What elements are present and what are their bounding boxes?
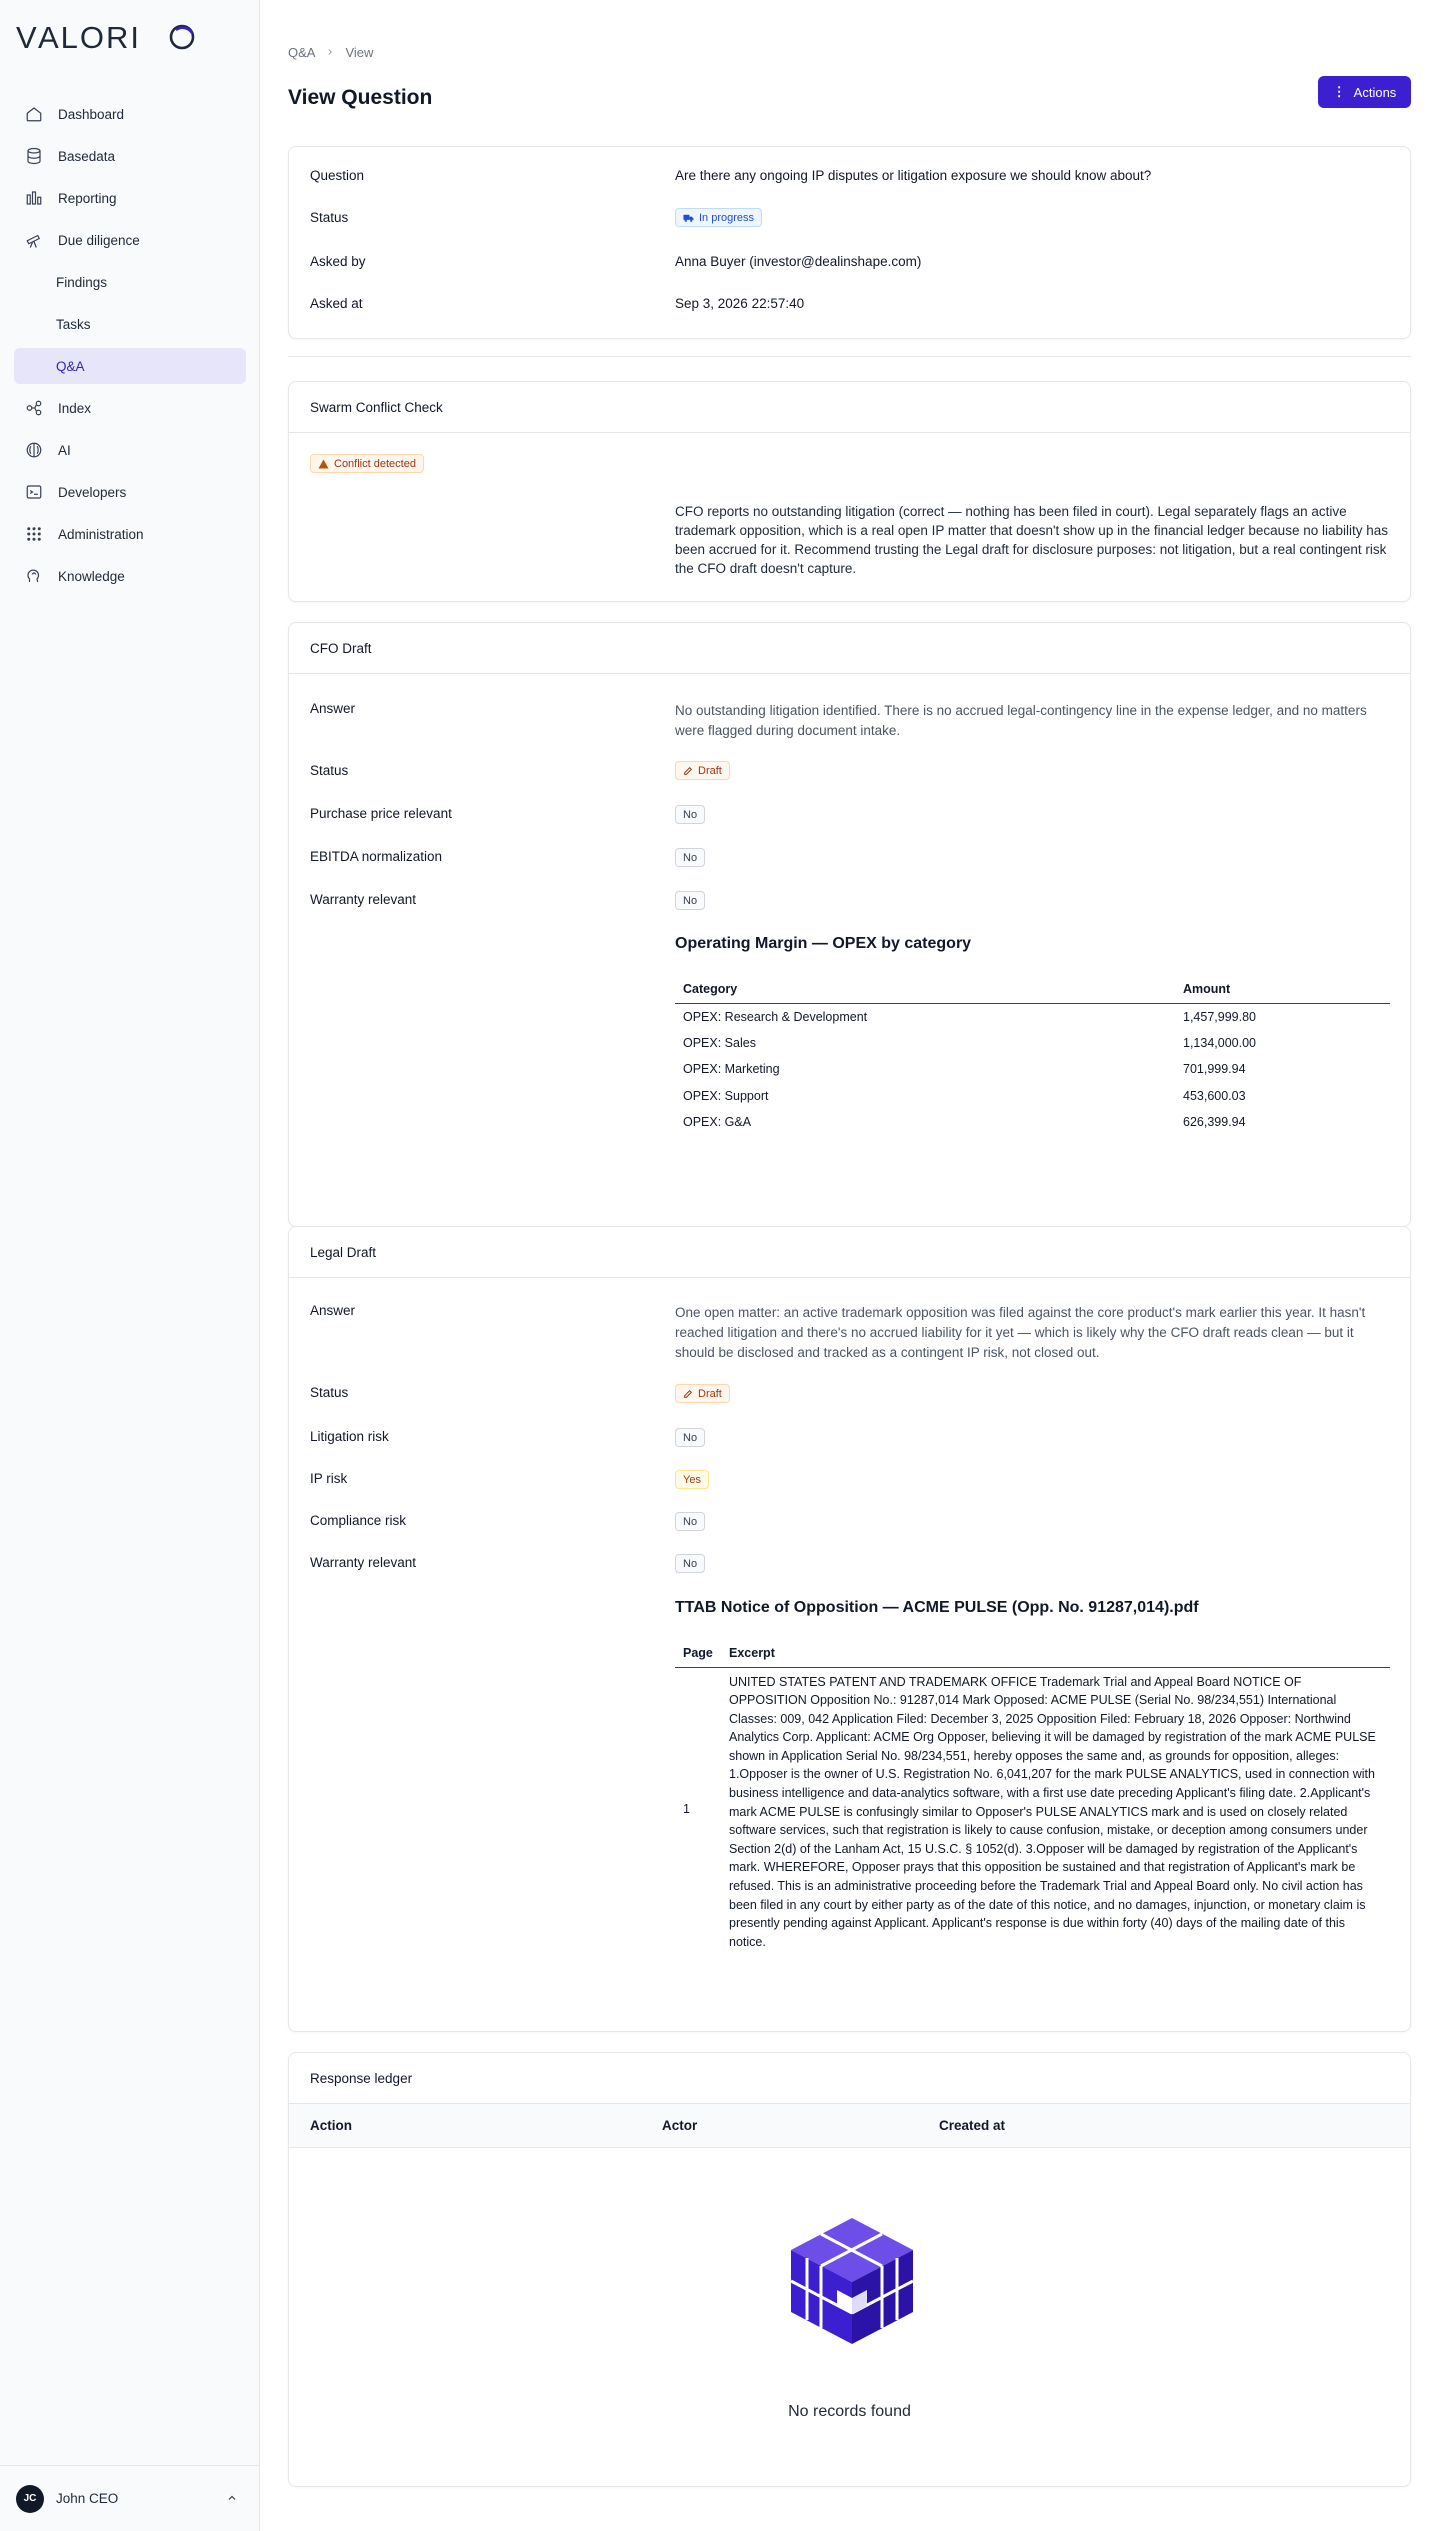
cfo-title: CFO Draft — [289, 623, 1410, 674]
col-excerpt: Excerpt — [721, 1639, 1390, 1667]
legal-status-badge — [675, 1384, 730, 1403]
cfo-warranty-badge: No — [675, 891, 705, 910]
ppr-label: Purchase price relevant — [310, 806, 452, 821]
edit-icon — [683, 766, 693, 776]
chevron-right-icon — [325, 45, 335, 60]
sidebar-item-qa[interactable] — [14, 348, 246, 384]
cell-amount: 626,399.94 — [1183, 1115, 1246, 1130]
sidebar-item-label: AI — [58, 442, 71, 458]
sidebar-item-ai[interactable] — [14, 432, 246, 468]
actions-button[interactable] — [1318, 76, 1411, 108]
compliance-badge: No — [675, 1512, 705, 1531]
doc-title: TTAB Notice of Opposition — ACME PULSE (Opp. No. 91287,014).pdf — [675, 1599, 1199, 1616]
avatar: JC — [16, 2485, 44, 2513]
legal-answer: One open matter: an active trademark opposition was filed against the core product's mark earlier this year. It hasn't reached litigation and there's no accrued liability for it yet — which is likely why the CFO draft reads clean — but it should be disclosed and tracked as a contingent IP risk, not closed out. — [675, 1305, 1366, 1360]
asked-at-value: Sep 3, 2026 22:57:40 — [675, 296, 805, 311]
cfo-warranty-label: Warranty relevant — [310, 892, 417, 907]
swarm-text: CFO reports no outstanding litigation (correct — nothing has been filed in court). Legal separately flags an active trademark opposition, which is a real open IP matter that doesn't show up in the financial ledger because no liability has been accrued for it. Recommend trusting the Legal draft for disclosure purposes: not litigation, but a real contingent risk the CFO draft doesn't capture. — [675, 504, 1388, 576]
sidebar-item-label: Reporting — [58, 190, 117, 206]
legal-draft-card — [288, 1226, 1411, 2032]
sidebar-item-administration[interactable] — [14, 516, 246, 552]
ledger-title: Response ledger — [289, 2053, 1410, 2104]
cell-amount: 453,600.03 — [1183, 1088, 1246, 1103]
cell-amount: 701,999.94 — [1183, 1062, 1246, 1077]
question-value: Are there any ongoing IP disputes or litigation exposure we should know about? — [675, 168, 1152, 183]
table-row — [675, 1667, 1390, 1951]
ebitda-label: EBITDA normalization — [310, 849, 443, 864]
empty-state-text: No records found — [788, 2403, 911, 2420]
sidebar-item-label: Developers — [58, 484, 127, 500]
legal-status-label: Status — [310, 1385, 349, 1400]
table-row — [675, 1030, 1390, 1057]
terminal-icon — [24, 482, 44, 502]
table-row — [675, 1056, 1390, 1083]
sidebar-item-label: Knowledge — [58, 568, 125, 584]
bar-chart-icon — [24, 188, 44, 208]
divider — [288, 356, 1411, 357]
asked-by-label: Asked by — [310, 254, 366, 269]
cfo-draft-card — [288, 622, 1411, 1227]
cfo-answer-label: Answer — [310, 701, 356, 716]
cell-category: OPEX: Research & Development — [683, 1009, 868, 1024]
cfo-status-wrap — [675, 761, 730, 780]
table-row — [675, 1003, 1390, 1030]
sidebar-item-index[interactable] — [14, 390, 246, 426]
head-icon — [24, 566, 44, 586]
table-row — [675, 1083, 1390, 1110]
actions-label: Actions — [1353, 84, 1397, 100]
brain-icon — [24, 440, 44, 460]
status-label: Status — [310, 210, 349, 225]
legal-title: Legal Draft — [289, 1227, 1410, 1278]
legal-answer-label: Answer — [310, 1303, 356, 1318]
sidebar-item-findings[interactable] — [14, 264, 246, 300]
ip-badge: Yes — [675, 1470, 709, 1489]
col-created-at: Created at — [939, 2118, 1006, 2133]
sidebar — [0, 0, 260, 2531]
valorio-logo[interactable] — [16, 22, 198, 52]
cfo-status-label: Status — [310, 763, 349, 778]
breadcrumb-qa[interactable]: Q&A — [288, 45, 316, 60]
empty-cube-icon — [785, 2214, 919, 2348]
sidebar-item-label: Due diligence — [58, 232, 140, 248]
swarm-card — [288, 381, 1411, 602]
breadcrumb-view: View — [345, 45, 374, 60]
telescope-icon — [24, 230, 44, 250]
cfo-answer: No outstanding litigation identified. There is no accrued legal-contingency line in the expense ledger, and no matters were flagged during document intake. — [675, 703, 1367, 738]
cfo-status-badge — [675, 761, 730, 780]
more-vertical-icon: ⋮ — [1332, 84, 1346, 99]
ip-label: IP risk — [310, 1471, 348, 1486]
swarm-title: Swarm Conflict Check — [289, 382, 1410, 433]
asked-at-label: Asked at — [310, 296, 363, 311]
excerpt-table — [675, 1639, 1390, 1951]
sidebar-nav — [14, 96, 246, 600]
col-actor: Actor — [662, 2118, 698, 2133]
home-icon — [24, 104, 44, 124]
col-page: Page — [675, 1639, 721, 1667]
svg-text:V: V — [16, 22, 39, 52]
legal-warranty-badge: No — [675, 1554, 705, 1573]
sidebar-item-label: Q&A — [56, 358, 85, 374]
sidebar-item-label: Dashboard — [58, 106, 125, 122]
chevron-up-icon[interactable] — [226, 2492, 238, 2507]
legal-status-wrap — [675, 1384, 730, 1403]
truck-icon — [683, 213, 694, 223]
breadcrumb — [288, 45, 373, 60]
cell-category: OPEX: Sales — [683, 1035, 756, 1050]
cfo-status-text: Draft — [698, 764, 722, 777]
opex-table — [675, 975, 1390, 1136]
cell-category: OPEX: Marketing — [683, 1062, 780, 1077]
status-badge — [675, 208, 762, 227]
index-icon — [24, 398, 44, 418]
sidebar-item-label: Basedata — [58, 148, 116, 164]
conflict-text: Conflict detected — [334, 457, 416, 470]
question-label: Question — [310, 168, 365, 183]
page-title: View Question — [288, 86, 433, 109]
sidebar-item-basedata[interactable] — [14, 138, 246, 174]
warning-icon — [318, 459, 329, 469]
cell-amount: 1,457,999.80 — [1183, 1009, 1256, 1024]
table-row — [675, 1109, 1390, 1136]
legal-status-text: Draft — [698, 1387, 722, 1400]
asked-by-value: Anna Buyer (investor@dealinshape.com) — [675, 254, 922, 269]
sidebar-item-reporting[interactable] — [14, 180, 246, 216]
ebitda-badge: No — [675, 848, 705, 867]
litigation-badge: No — [675, 1428, 705, 1447]
edit-icon — [683, 1389, 693, 1399]
status-text: In progress — [699, 211, 755, 224]
question-card — [288, 146, 1411, 339]
sidebar-item-developers[interactable] — [14, 474, 246, 510]
opex-table-title: Operating Margin — OPEX by category — [675, 935, 972, 952]
legal-warranty-label: Warranty relevant — [310, 1555, 417, 1570]
col-action: Action — [310, 2118, 352, 2133]
user-menu[interactable] — [0, 2465, 260, 2531]
sidebar-item-label: Administration — [58, 526, 144, 542]
sidebar-item-tasks[interactable] — [14, 306, 246, 342]
col-category: Category — [675, 975, 1175, 1003]
cell-excerpt: UNITED STATES PATENT AND TRADEMARK OFFICE Trademark Trial and Appeal Board NOTICE OF OPPOSITION Opposition No.: 91287,014 Mark Opposed: ACME PULSE (Serial No. 98/234,551) International Classes: 009, 042 Application Filed: December 3, 2025 Opposition Filed: February 18, 2026 Opposer: Northwind Analytics Corp. Applicant: ACME Org Opposer, believing it will be damaged by registration of the mark ACME PULSE shown in Application Serial No. 98/234,551, hereby opposes the same and, as grounds for opposition, alleges: 1.Opposer is the owner of U.S. Registration No. 6,041,207 for the mark PULSE ANALYTICS, used in connection with business intelligence and data-analytics software, with a first use date preceding Applicant's filing date. 2.Applicant's mark ACME PULSE is confusingly similar to Opposer's PULSE ANALYTICS mark and is used on closely related software services, such that registration is likely to cause confusion, mistake, or deception among consumers under Section 2(d) of the Lanham Act, 15 U.S.C. § 1052(d). 3.Opposer will be damaged by registration of the Applicant's mark. WHEREFORE, Opposer prays that this opposition be sustained and that registration of Applicant's mark be refused. This is an administrative proceeding before the Trademark Trial and Appeal Board only. No civil action has been filed in any court by either party as of the date of this notice, and no damages, injunction, or monetary claim is presently pending against Applicant. Applicant's response is due within forty (40) days of the mailing date of this notice. — [729, 1674, 1376, 1949]
col-amount: Amount — [1175, 975, 1390, 1003]
user-name: John CEO — [56, 2491, 119, 2506]
conflict-badge — [310, 454, 424, 473]
status-value-wrap — [675, 208, 762, 227]
litigation-label: Litigation risk — [310, 1429, 389, 1444]
sidebar-item-label: Index — [58, 400, 92, 416]
sidebar-item-label: Tasks — [56, 316, 91, 332]
cell-category: OPEX: G&A — [683, 1115, 752, 1130]
cell-category: OPEX: Support — [683, 1088, 769, 1103]
database-icon — [24, 146, 44, 166]
compliance-label: Compliance risk — [310, 1513, 407, 1528]
grid-icon — [24, 524, 44, 544]
sidebar-item-knowledge[interactable] — [14, 558, 246, 594]
cell-page: 1 — [683, 1802, 690, 1817]
response-ledger-card — [288, 2052, 1411, 2487]
cell-amount: 1,134,000.00 — [1183, 1035, 1256, 1050]
sidebar-item-label: Findings — [56, 274, 108, 290]
sidebar-item-due-diligence[interactable] — [14, 222, 246, 258]
svg-text:ALORI: ALORI — [38, 22, 142, 52]
conflict-badge-wrap — [310, 454, 424, 473]
ledger-table-header — [289, 2104, 1410, 2148]
ppr-badge: No — [675, 805, 705, 824]
sidebar-item-dashboard[interactable] — [14, 96, 246, 132]
